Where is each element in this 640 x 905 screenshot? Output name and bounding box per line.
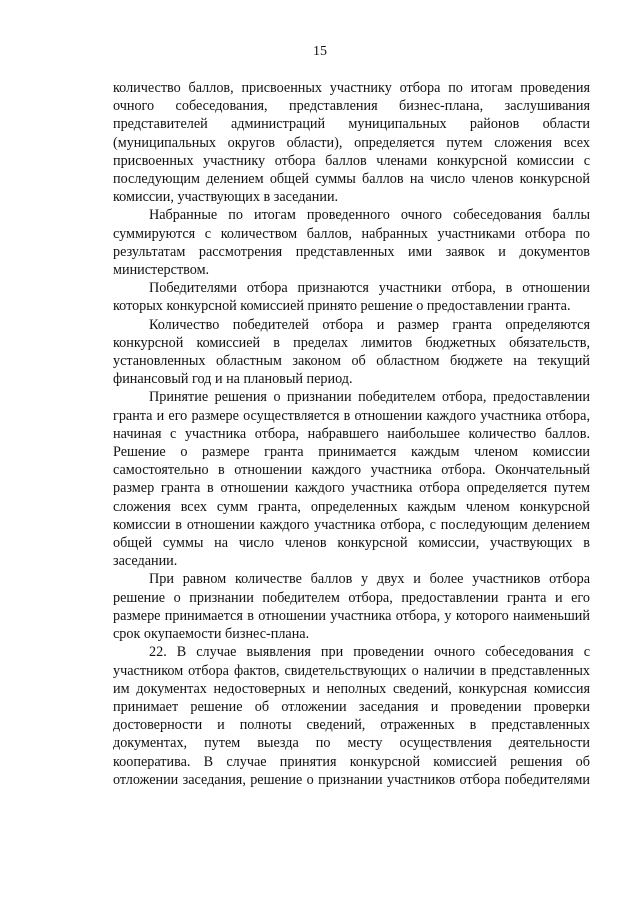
paragraph-equal-points: При равном количестве баллов у двух и более участников отбора решение о признании победителем отбора, предоставлении гранта и его размере принимается в отношении участника отбора, у которого наименьший срок окупаемости бизнес-плана. — [113, 571, 590, 643]
paragraph-continued: количество баллов, присвоенных участнику отбора по итогам проведения очного собеседования, представления бизнес-плана, заслушивания представителей администраций муниципальных районов области (муниципальных округов области), определяется путем сложения всех присвоенных участнику отбора баллов членами конкурсной комиссии с последующим делением общей суммы баллов на число членов конкурсной комиссии, участвующих в заседании. — [113, 80, 590, 206]
paragraph-winners-definition: Победителями отбора признаются участники отбора, в отношении которых конкурсной комиссией принято решение о предоставлении гранта. — [113, 280, 590, 315]
paragraph-number-of-winners: Количество победителей отбора и размер гранта определяются конкурсной комиссией в пределах лимитов бюджетных обязательств, установленных областным законом об областном бюджете на текущий финансовый год и на плановый период. — [113, 316, 590, 388]
paragraph-grant-decision: Принятие решения о признании победителем отбора, предоставлении гранта и его размере осуществляется в отношении каждого участника отбора, начиная с участника отбора, набравшего наибольшее количество баллов. Решение о размере гранта принимается каждым членом комиссии самостоятельно в отношении каждого участника отбора. Окончательный размер гранта в отношении каждого участника отбора определяется путем сложения всех сумм гранта, определенных каждым членом конкурсной комиссии в отношении каждого участника отбора, с последующим делением общей суммы на число членов конкурсной комиссии, участвующих в заседании. — [113, 389, 590, 570]
page-number: 15 — [313, 44, 327, 59]
paragraph-clause-22: 22. В случае выявления при проведении очного собеседования с участником отбора фактов, свидетельствующих о наличии в представленных им документах недостоверных и неполных сведений, конкурсная комиссия принимает решение об отложении заседания и проведении проверки достоверности и полноты сведений, отраженных в представленных документах, путем выезда по месту осуществления деятельности кооператива. В случае принятия конкурсной комиссией решения об отложении заседания, решение о признании участников отбора победителями — [113, 644, 590, 788]
body-text — [113, 79, 590, 789]
paragraph-points-summation: Набранные по итогам проведенного очного собеседования баллы суммируются с количеством баллов, набранных участниками отбора по результатам рассмотрения представленных ими заявок и документов министерством. — [113, 207, 590, 279]
